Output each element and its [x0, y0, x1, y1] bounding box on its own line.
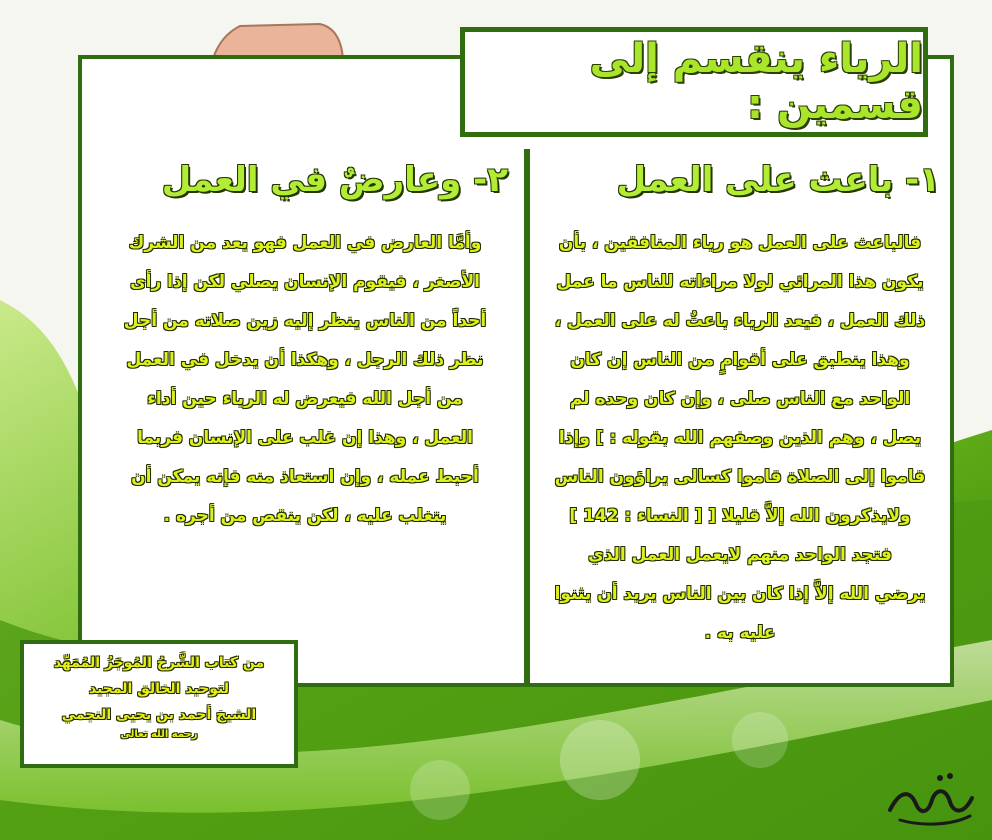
source-box [20, 640, 298, 768]
section1-heading: ١- باعث على العمل [616, 160, 940, 200]
text-line: عليه به . [704, 623, 776, 643]
source-book: من كتاب الشَّرحُ المُوجَزُ المُمَهِّد [53, 655, 265, 671]
text-line: ذلك العمل ، فيعد الرياء باعثٌ له على العمل ، [554, 311, 926, 331]
text-line: العمل ، وهذا إن غلب على الإنسان فربما [137, 428, 473, 448]
text-line: يتغلب عليه ، لكن ينقص من أجره . [163, 506, 447, 526]
section2-heading: ٢- وعارضٌ في العمل [161, 160, 508, 200]
section2-text [96, 224, 514, 536]
text-line: الأصغر ، فيقوم الإنسان يصلي لكن إذا رأى [130, 272, 480, 292]
section1-text [542, 224, 938, 653]
text-line: وهذا ينطبق على أقوامٍ من الناس إن كان [570, 350, 910, 370]
signature-logo-icon [880, 760, 980, 830]
text-line: فتجد الواحد منهم لايعمل العمل الذي [588, 545, 892, 565]
text-line: من أجل الله فيعرض له الرياء حين أداء [147, 389, 463, 409]
text-line: يكون هذا المرائي لولا مراءاته للناس ما عمل [556, 272, 924, 292]
text-line: نظر ذلك الرجل ، وهكذا أن يدخل في العمل [126, 350, 484, 370]
page-title: الرياء ينقسم إلى قسمين : [589, 36, 923, 128]
text-line: يرضي الله إلاَّ إذا كان بين الناس يريد أن يثنوا [554, 584, 926, 604]
text-line: قاموا إلى الصلاة قاموا كسالى يراؤون الناس [554, 467, 926, 487]
text-line: ولايذكرون الله إلاَّ قليلا [ [ النساء : 142 ] [569, 506, 911, 526]
title-box [460, 27, 928, 137]
text-line: فالباعث على العمل هو رياء المنافقين ، بأن [558, 233, 922, 253]
source-author: الشيخ أحمد بن يحيى النجمي [61, 707, 257, 723]
text-line: أحداً من الناس ينظر إليه زين صلاته من أجل [123, 311, 487, 331]
text-line: أحبط عمله ، وإن استعاذ منه فإنه يمكن أن [131, 467, 479, 487]
source-book-subtitle: لتوحيد الخالق المجيد [89, 681, 229, 697]
text-line: الواحد مع الناس صلى ، وإن كان وحده لم [569, 389, 911, 409]
source-author-prayer: رحمه الله تعالى [120, 729, 198, 740]
text-line: يصل ، وهم الذين وصفهم الله بقوله : ] وإذا [558, 428, 922, 448]
text-line: وأمَّا العارض في العمل فهو يعد من الشرك [128, 233, 482, 253]
